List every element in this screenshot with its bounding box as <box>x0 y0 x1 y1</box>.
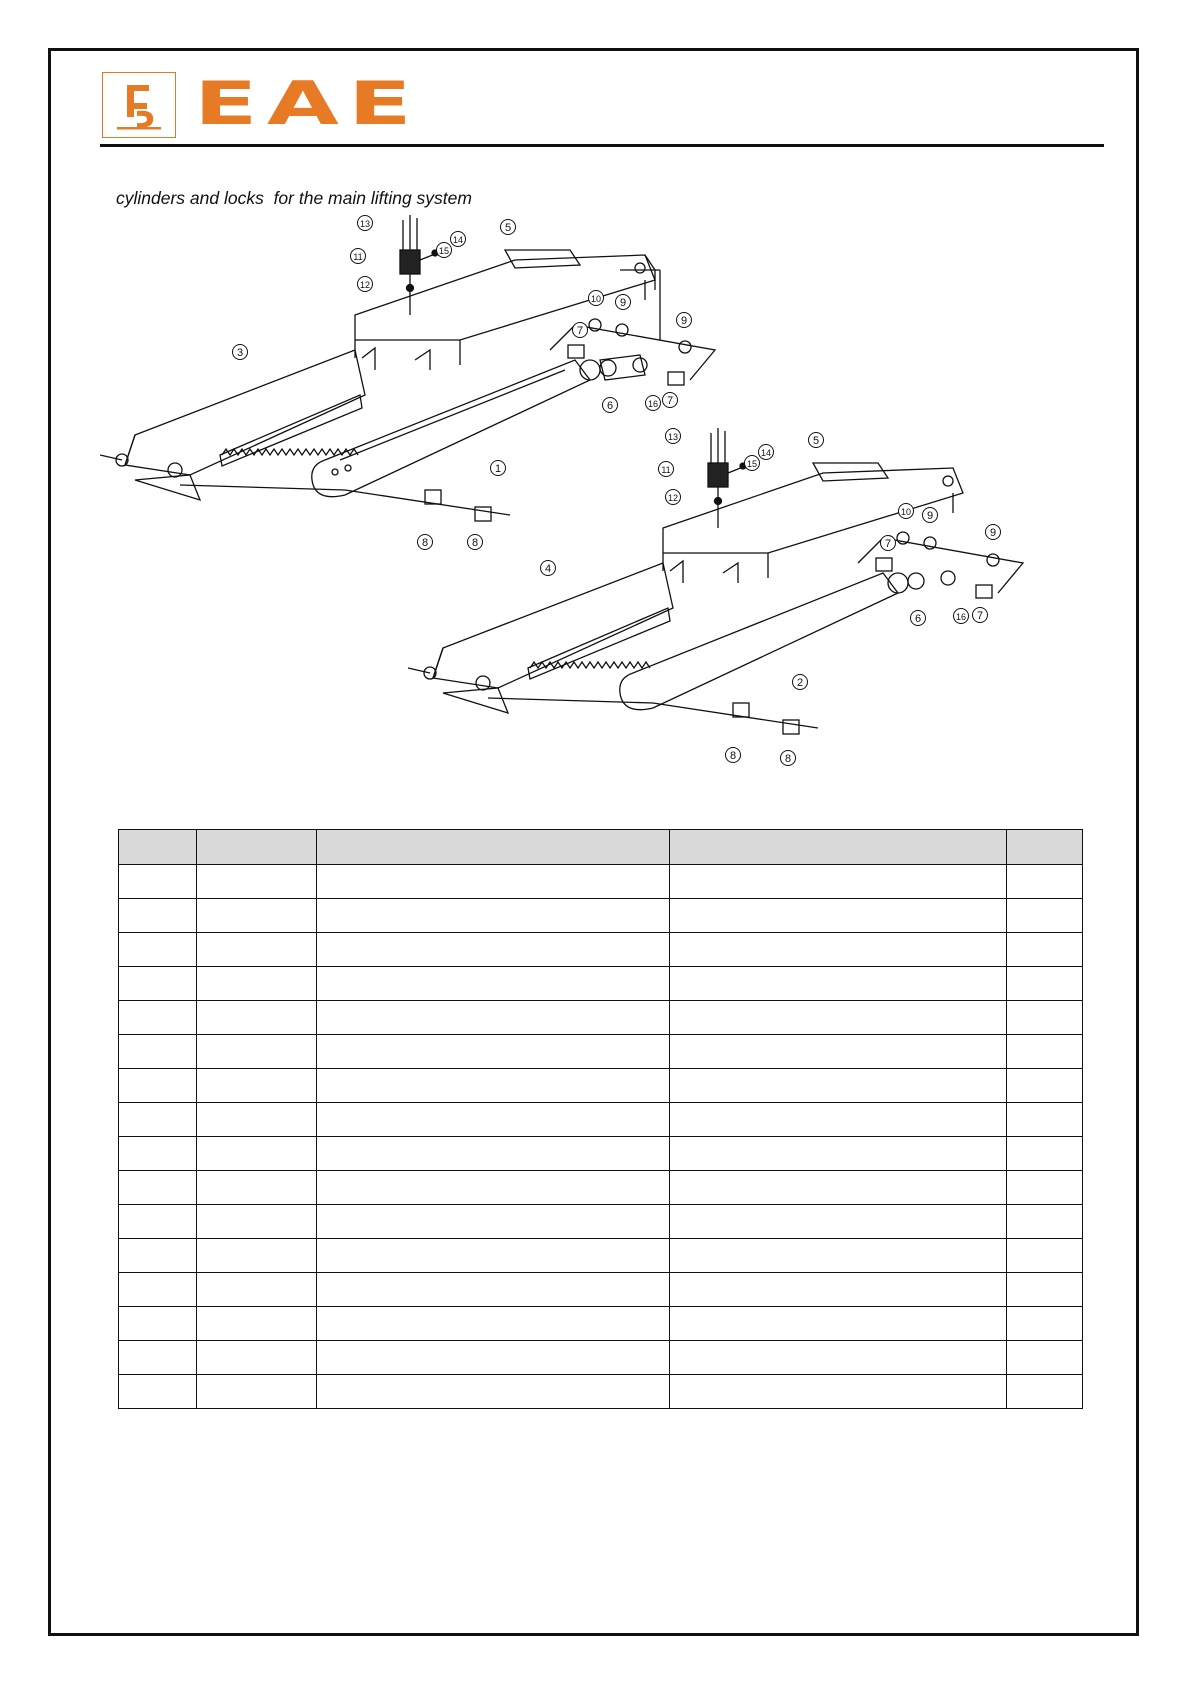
table-cell <box>197 1273 317 1307</box>
table-cell <box>197 1375 317 1409</box>
callout-number: 13 <box>667 432 679 442</box>
callout-number: 6 <box>606 400 614 412</box>
table-cell <box>317 1171 670 1205</box>
table-cell <box>317 1239 670 1273</box>
callout-number: 15 <box>438 246 450 256</box>
table-cell <box>670 1205 1007 1239</box>
table-cell <box>317 1205 670 1239</box>
table-cell <box>670 1341 1007 1375</box>
table-cell <box>119 1035 197 1069</box>
table-cell <box>1007 1307 1083 1341</box>
table-cell <box>1007 1171 1083 1205</box>
callout-number: 14 <box>452 235 464 245</box>
table-cell <box>197 967 317 1001</box>
lift-cylinder <box>312 360 590 497</box>
table-cell <box>317 1273 670 1307</box>
table-cell <box>119 1239 197 1273</box>
callout-number: 5 <box>812 435 820 447</box>
table-cell <box>670 933 1007 967</box>
table-cell <box>670 967 1007 1001</box>
table-cell <box>119 933 197 967</box>
table-cell <box>197 933 317 967</box>
table-cell <box>670 1035 1007 1069</box>
callout-number: 5 <box>504 222 512 234</box>
table-cell <box>119 1137 197 1171</box>
table-cell <box>197 1205 317 1239</box>
table-row <box>119 865 1083 899</box>
callout-number: 12 <box>359 280 371 290</box>
callout-number: 9 <box>989 527 997 539</box>
table-row <box>119 1137 1083 1171</box>
table-cell <box>197 1239 317 1273</box>
table-header-cell <box>119 830 197 865</box>
table-cell <box>119 1341 197 1375</box>
callout-number: 7 <box>976 610 984 622</box>
table-cell <box>317 1001 670 1035</box>
logo-mark-icon <box>102 72 176 138</box>
callout-number: 10 <box>900 507 912 517</box>
callout-number: 7 <box>666 395 674 407</box>
table-cell <box>1007 1239 1083 1273</box>
table-header-cell <box>317 830 670 865</box>
table-row <box>119 899 1083 933</box>
callout-number: 9 <box>619 297 627 309</box>
table-cell <box>1007 933 1083 967</box>
table-cell <box>119 1103 197 1137</box>
lock-valve-block-lower <box>708 463 728 487</box>
table-cell <box>197 1307 317 1341</box>
table-cell <box>1007 967 1083 1001</box>
callout-number: 7 <box>884 538 892 550</box>
table-cell <box>670 865 1007 899</box>
table-cell <box>670 1103 1007 1137</box>
table-cell <box>670 1307 1007 1341</box>
table-cell <box>317 933 670 967</box>
table-cell <box>1007 1001 1083 1035</box>
table-row <box>119 933 1083 967</box>
table-cell <box>119 1205 197 1239</box>
callout-number: 15 <box>746 459 758 469</box>
table-cell <box>119 1001 197 1035</box>
callout-number: 1 <box>494 463 502 475</box>
table-cell <box>317 1035 670 1069</box>
table-cell <box>197 1103 317 1137</box>
diagram-caption: cylinders and locks for the main lifting system <box>116 188 472 208</box>
table-cell <box>197 865 317 899</box>
table-cell <box>197 1341 317 1375</box>
table-cell <box>1007 1341 1083 1375</box>
brand-logo <box>102 69 421 140</box>
table-header-row <box>119 830 1083 865</box>
callout-number: 8 <box>421 537 429 549</box>
callout-number: 10 <box>590 294 602 304</box>
callout-number: 4 <box>544 563 552 575</box>
table-cell <box>1007 1375 1083 1409</box>
table-cell <box>670 1273 1007 1307</box>
table-cell <box>317 1341 670 1375</box>
table-row <box>119 1103 1083 1137</box>
table-cell <box>1007 1137 1083 1171</box>
callout-number: 8 <box>729 750 737 762</box>
table-cell <box>119 1273 197 1307</box>
table-row <box>119 1239 1083 1273</box>
table-cell <box>119 967 197 1001</box>
table-cell <box>1007 1103 1083 1137</box>
upper-assembly <box>100 215 715 521</box>
callout-number: 3 <box>236 347 244 359</box>
callout-number: 9 <box>926 510 934 522</box>
table-cell <box>119 899 197 933</box>
table-header-cell <box>197 830 317 865</box>
lock-valve-block <box>400 250 420 274</box>
callout-number: 9 <box>680 315 688 327</box>
table-cell <box>1007 1205 1083 1239</box>
parts-table <box>118 829 1083 1409</box>
table-cell <box>317 1069 670 1103</box>
table-header-cell <box>670 830 1007 865</box>
table-cell <box>1007 1273 1083 1307</box>
table-cell <box>1007 865 1083 899</box>
table-cell <box>197 1069 317 1103</box>
table-cell <box>670 1171 1007 1205</box>
table-row <box>119 1035 1083 1069</box>
callout-number: 2 <box>796 677 804 689</box>
table-row <box>119 967 1083 1001</box>
table-cell <box>670 899 1007 933</box>
lift-cylinder-lower <box>620 573 898 710</box>
table-cell <box>119 1375 197 1409</box>
table-row <box>119 1069 1083 1103</box>
table-cell <box>317 1103 670 1137</box>
table-cell <box>1007 1035 1083 1069</box>
table-cell <box>1007 899 1083 933</box>
callout-number: 11 <box>353 252 363 262</box>
table-row <box>119 1273 1083 1307</box>
table-cell <box>670 1069 1007 1103</box>
table-cell <box>119 1307 197 1341</box>
table-cell <box>317 865 670 899</box>
callout-number: 16 <box>955 612 967 622</box>
table-row <box>119 1001 1083 1035</box>
table-header-cell <box>1007 830 1083 865</box>
table-cell <box>670 1001 1007 1035</box>
table-row <box>119 1171 1083 1205</box>
table-cell <box>1007 1069 1083 1103</box>
table-cell <box>317 967 670 1001</box>
table-row <box>119 1205 1083 1239</box>
table-row <box>119 1341 1083 1375</box>
callout-number: 7 <box>576 325 584 337</box>
table-cell <box>197 899 317 933</box>
header-rule <box>100 144 1104 147</box>
callout-number: 8 <box>471 537 479 549</box>
table-cell <box>197 1035 317 1069</box>
callout-number: 8 <box>784 753 792 765</box>
table-cell <box>197 1171 317 1205</box>
table-cell <box>119 1069 197 1103</box>
table-cell <box>317 1375 670 1409</box>
table-cell <box>670 1137 1007 1171</box>
table-cell <box>317 1137 670 1171</box>
callout-number: 6 <box>914 613 922 625</box>
callout-number: 12 <box>667 493 679 503</box>
table-cell <box>197 1001 317 1035</box>
table-cell <box>670 1239 1007 1273</box>
table-cell <box>317 899 670 933</box>
callout-number: 16 <box>647 399 659 409</box>
callout-number: 13 <box>359 219 371 229</box>
table-row <box>119 1375 1083 1409</box>
callout-number: 11 <box>661 465 671 475</box>
table-cell <box>317 1307 670 1341</box>
table-cell <box>119 1171 197 1205</box>
brand-name: EAE <box>194 69 421 139</box>
exploded-parts-diagram <box>100 210 1110 830</box>
table-row <box>119 1307 1083 1341</box>
table-cell <box>670 1375 1007 1409</box>
table-cell <box>119 865 197 899</box>
callout-number: 14 <box>760 448 772 458</box>
table-cell <box>197 1137 317 1171</box>
